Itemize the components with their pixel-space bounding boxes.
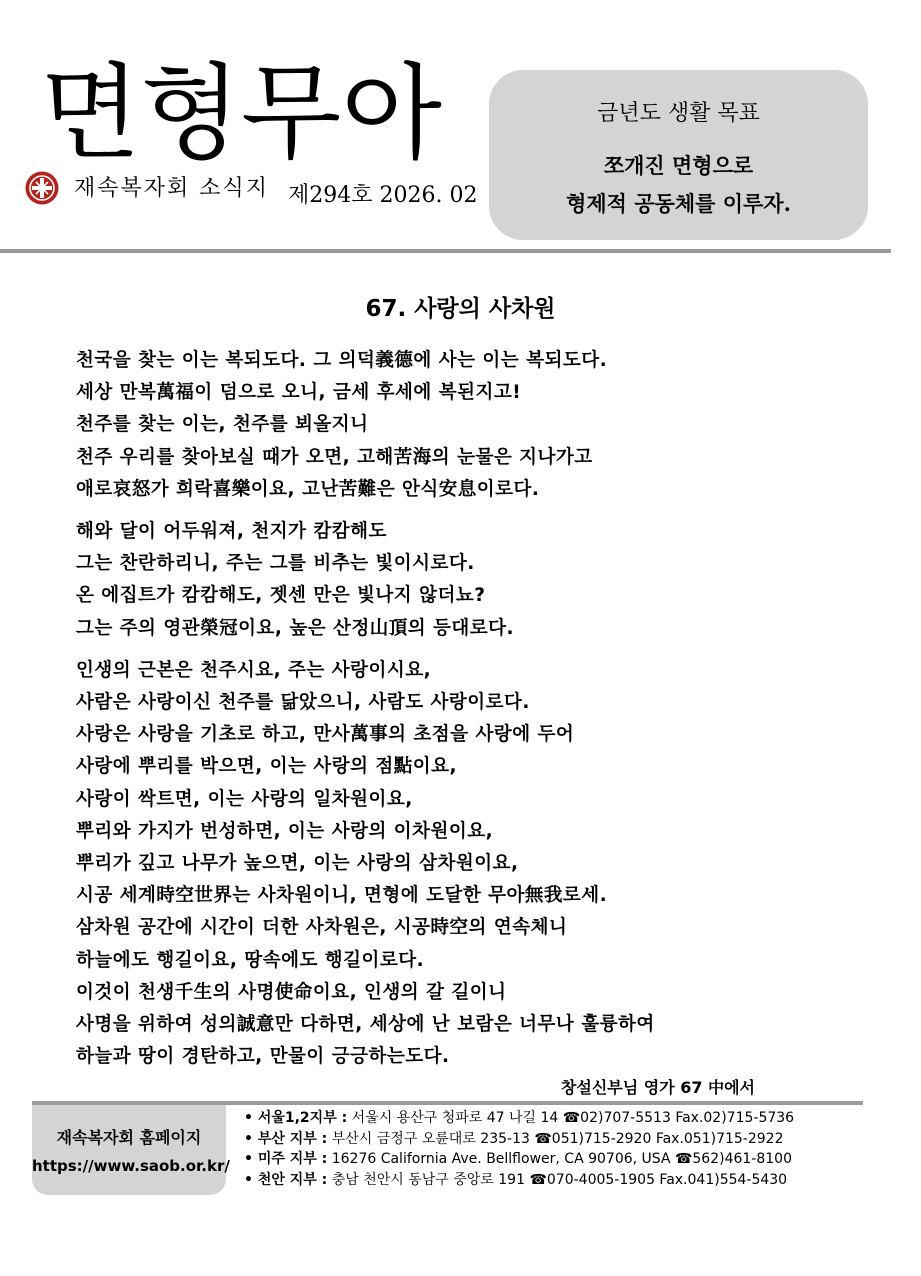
branch-name: • 미주 지부 : — [244, 1151, 328, 1167]
poem-line: 뿌리가 깊고 나무가 높으면, 이는 사랑의 삼차원이요, — [76, 853, 519, 875]
masthead-title: 면형무아 — [40, 52, 442, 174]
branch-item — [244, 1108, 864, 1129]
stanza-2 — [76, 516, 876, 645]
poem-line: 인생의 근본은 천주시요, 주는 사랑이시요, — [76, 659, 432, 681]
issue-number: 제294호 2026. 02 — [288, 183, 478, 208]
homepage-label: 재속복자회 홈페이지 — [56, 1128, 202, 1147]
branch-info: 부산시 금정구 오륜대로 235-13 ☎051)715-2920 Fax.051)715-2922 — [327, 1130, 784, 1147]
annual-goal-line-1: 쪼개진 면형으로 — [603, 153, 754, 178]
source-attribution: 창설신부님 영가 67 中에서 — [560, 1078, 755, 1097]
branch-item — [244, 1170, 864, 1191]
homepage-panel — [32, 1105, 230, 1195]
branch-info: 서울시 용산구 청파로 47 나길 14 ☎02)707-5513 Fax.02)715-5736 — [347, 1110, 795, 1126]
poem-line: 세상 만복萬福이 덤으로 오니, 금세 후세에 복된지고! — [76, 382, 522, 404]
poem-line: 하늘에도 행길이요, 땅속에도 행길이로다. — [76, 949, 425, 971]
branch-contact-list — [244, 1108, 864, 1190]
poem-line: 천주를 찾는 이는, 천주를 뵈올지니 — [76, 414, 369, 436]
poem-line: 천주 우리를 찾아보실 때가 오면, 고해苦海의 눈물은 지나가고 — [76, 446, 593, 468]
stanza-3 — [76, 655, 876, 1074]
branch-info: 충남 천안시 동남구 중앙로 191 ☎070-4005-1905 Fax.041)554-5430 — [327, 1171, 788, 1188]
annual-goal-line-2: 형제적 공동체를 이루자. — [566, 191, 791, 216]
org-name: 재속복자회 소식지 — [74, 176, 270, 201]
article-title: 67. 사랑의 사차원 — [365, 296, 556, 322]
poem-line: 애로哀怒가 희락喜樂이요, 고난苦難은 안식安息이로다. — [76, 478, 540, 500]
poem-line: 해와 달이 어두워져, 천지가 캄캄해도 — [76, 521, 387, 543]
poem-body — [76, 345, 876, 1083]
poem-line: 온 에집트가 캄캄해도, 젯센 만은 빛나지 않더뇨? — [76, 585, 486, 607]
poem-line: 사랑은 사랑을 기초로 하고, 만사萬事의 초점을 사랑에 두어 — [76, 724, 575, 746]
poem-line: 시공 세계時空世界는 사차원이니, 면형에 도달한 무아無我로세. — [76, 885, 608, 907]
poem-line: 이것이 천생千生의 사명使命이요, 인생의 갈 길이니 — [76, 981, 507, 1003]
homepage-url[interactable]: https://www.saob.or.kr/ — [32, 1157, 230, 1175]
branch-name: • 서울1,2지부 : — [244, 1110, 348, 1126]
stanza-1 — [76, 345, 876, 506]
poem-line: 사람은 사랑이신 천주를 닮았으니, 사람도 사랑이로다. — [76, 692, 530, 714]
cross-emblem-icon — [24, 170, 60, 206]
branch-name: • 부산 지부 : — [244, 1130, 328, 1147]
poem-line: 그는 찬란하리니, 주는 그를 비추는 빛이시로다. — [76, 553, 475, 575]
header-divider — [0, 249, 891, 253]
annual-goal-panel — [489, 70, 868, 240]
poem-line: 사랑에 뿌리를 박으면, 이는 사랑의 점點이요, — [76, 756, 458, 778]
poem-line: 그는 주의 영관榮冠이요, 높은 산정山頂의 등대로다. — [76, 617, 515, 639]
poem-line: 하늘과 땅이 경탄하고, 만물이 긍긍하는도다. — [76, 1046, 450, 1068]
poem-line: 뿌리와 가지가 번성하면, 이는 사랑의 이차원이요, — [76, 820, 494, 842]
poem-line: 사명을 위하여 성의誠意만 다하면, 세상에 난 보람은 너무나 훌륭하여 — [76, 1014, 655, 1036]
poem-line: 삼차원 공간에 시간이 더한 사차원은, 시공時空의 연속체니 — [76, 917, 568, 939]
branch-item — [244, 1149, 864, 1170]
branch-item — [244, 1129, 864, 1150]
branch-name: • 천안 지부 : — [244, 1171, 328, 1188]
poem-line: 천국을 찾는 이는 복되도다. 그 의덕義德에 사는 이는 복되도다. — [76, 350, 608, 371]
poem-line: 사랑이 싹트면, 이는 사랑의 일차원이요, — [76, 788, 413, 810]
annual-goal-title: 금년도 생활 목표 — [597, 101, 760, 126]
branch-info: 16276 California Ave. Bellflower, CA 90706, USA ☎562)461-8100 — [327, 1151, 792, 1167]
